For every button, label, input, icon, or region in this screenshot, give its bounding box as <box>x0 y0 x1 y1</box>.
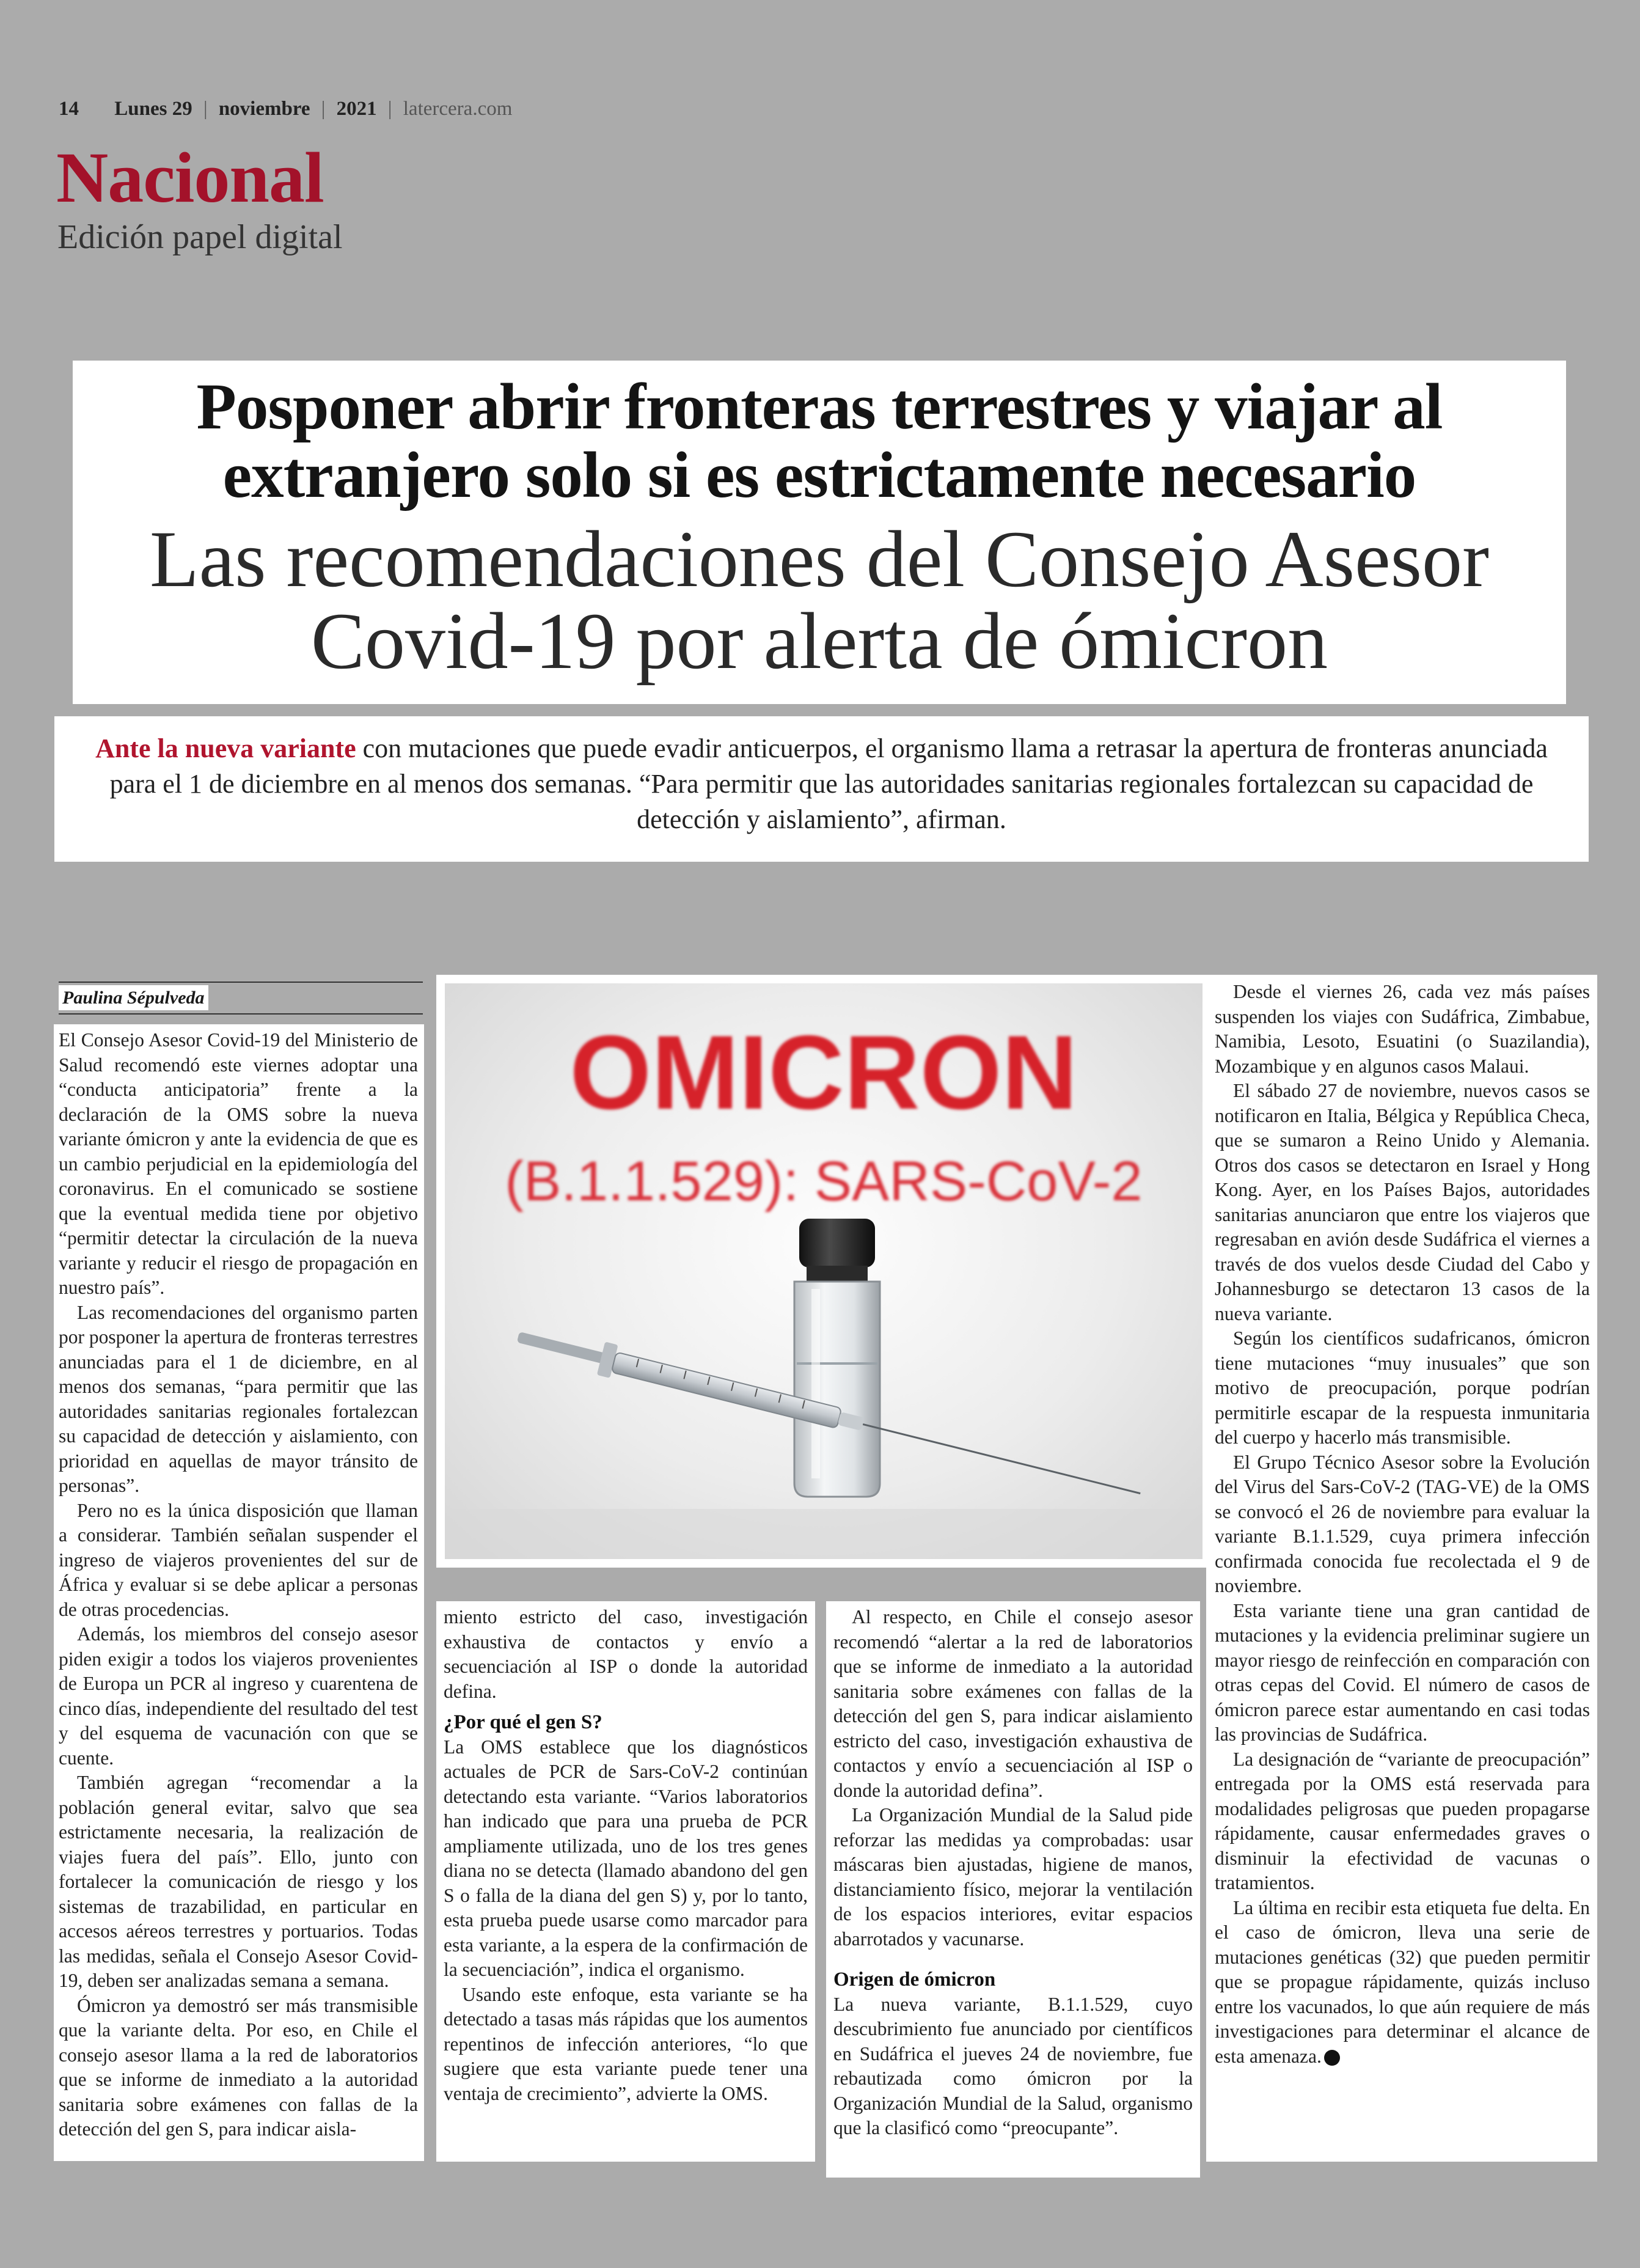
paragraph: También agregan “recomendar a la población general evitar, salvo que sea estrictamente necesaria, la realización de viajes fuera del país”. Ello, junto con fortalecer la comunicación de riesgo y los sistemas de trazabilidad, en particular en accesos aéreos terrestres y portuarios. Todas las medidas, señala el Consejo Asesor Covid-19, deben ser analizadas semana a semana. <box>59 1772 418 1991</box>
column-1 <box>54 1024 424 2161</box>
subheading: Origen de ómicron <box>833 1969 996 1991</box>
column-3 <box>826 1601 1200 2178</box>
paragraph: El Consejo Asesor Covid-19 del Ministerio de Salud recomendó este viernes adoptar una “conducta anticipatoria” frente a la declaración de la OMS sobre la nueva variante ómicron y ante la evidencia de que es un cambio perjudicial en la epidemiología del coronavirus. En el comunicado se sostiene que la eventual medida tiene por objetivo “permitir detectar la circulación de la nueva variante y reducir el riesgo de propagación en nuestro país”. <box>59 1029 418 1298</box>
lede-text: con mutaciones que puede evadir anticuerpos, el organismo llama a retrasar la apertura de fronteras anunciada para el 1 de diciembre en al menos dos semanas. “Para permitir que las autoridades sanitarias regionales fortalezcan su capacidad de detección y aislamiento”, afirman. <box>109 733 1548 834</box>
lede-kicker: Ante la nueva variante <box>95 733 356 763</box>
section-title: Nacional <box>56 138 324 218</box>
column-2 <box>436 1601 815 2162</box>
date-month: noviembre <box>218 98 310 120</box>
site-link[interactable]: latercera.com <box>403 98 513 120</box>
paragraph <box>1215 1896 1590 2069</box>
page-number: 14 <box>59 98 79 120</box>
photo-word: OMICRON <box>569 1014 1078 1131</box>
date-day: Lunes 29 <box>114 98 192 120</box>
end-mark-icon <box>1324 2050 1340 2066</box>
paragraph: Además, los miembros del consejo asesor piden exigir a todos los viajeros provenientes de Europa un PCR al ingreso y cuarentena de cinco días, independiente del resultado del test y del esquema de vacunación con que se cuente. <box>59 1623 418 1769</box>
headline-box <box>73 361 1566 704</box>
paragraph: Ómicron ya demostró ser más transmisible que la variante delta. Por eso, en Chile el consejo asesor llama a la red de laboratorios que se informe de inmediato a la autoridad sanitaria sobre exámenes con fallas de la detección del gen S, para indicar aisla- <box>59 1994 418 2140</box>
paragraph: La nueva variante, B.1.1.529, cuyo descubrimiento fue anunciado por científicos en Sudáfrica el jueves 24 de noviembre, fue rebautizada como ómicron por la Organización Mundial de la Salud, organismo que la clasificó como “preocupante”. <box>833 1993 1193 2138</box>
paragraph: Pero no es la única disposición que llaman a considerar. También señalan suspender el ingreso de viajeros provenientes del sur de África y evaluar si se debe aplicar a personas de otras procedencias. <box>59 1499 418 1620</box>
paragraph: El sábado 27 de noviembre, nuevos casos se notificaron en Italia, Bélgica y República Checa, que se sumaron a Reino Unido y Alemania. Otros dos casos se detectaron en Israel y Hong Kong. Ayer, en los Países Bajos, autoridades sanitarias anunciaron que entre los viajeros que regresaban en avión desde Sudáfrica el viernes a través de dos vuelos desde Ciudad del Cabo y Johannesburgo se detectaron 13 casos de la nueva variante. <box>1215 1080 1591 1324</box>
byline <box>59 982 423 1015</box>
lede <box>54 716 1589 862</box>
column-4 <box>1206 975 1597 2162</box>
paragraph-text: La última en recibir esta etiqueta fue delta. En el caso de ómicron, lleva una serie de mutaciones genéticas (32) que pueden permitir que se propague rápidamente, quizás incluso entre los vacunados, lo que aún requiere de más investigaciones para determinar el alcance de esta amenaza. <box>1215 1896 1590 2067</box>
paragraph: La designación de “variante de preocupación” entregada por la OMS está reservada para modalidades peligrosas que pueden propagarse rápidamente, causar enfermedades graves o disminuir la efectividad de vacunas o tratamientos. <box>1215 1748 1590 1893</box>
paragraph: Desde el viernes 26, cada vez más países suspenden los viajes con Sudáfrica, Zimbabue, Namibia, Lesoto, Esuatini (o Suazilandia), Mozambique y en algunos casos Malaui. <box>1215 981 1590 1077</box>
paragraph: Al respecto, en Chile el consejo asesor recomendó “alertar a la red de laboratorios que se informe de inmediato a la autoridad sanitaria sobre exámenes con fallas de la detección del gen S, para indicar aislamiento estricto del caso, investigación exhaustiva de contactos y envío a secuenciación al ISP o donde la autoridad defina”. <box>833 1606 1193 1801</box>
subheading: ¿Por qué el gen S? <box>444 1711 602 1733</box>
paragraph: Esta variante tiene una gran cantidad de mutaciones y la evidencia preliminar sugiere un mayor riesgo de reinfección en comparación con otras cepas del Covid. El número de casos de ómicron parece estar aumentando en casi todas las provincias de Sudáfrica. <box>1215 1599 1590 1745</box>
omicron-vaccine-image <box>445 983 1203 1559</box>
vial-icon <box>794 1219 880 1497</box>
paragraph: El Grupo Técnico Asesor sobre la Evolución del Virus del Sars-CoV-2 (TAG-VE) de la OMS se convocó el 26 de noviembre para evaluar la variante B.1.1.529, cuya primera infección confirmada conocida fue recolectada el 9 de noviembre. <box>1215 1451 1590 1596</box>
paragraph: miento estricto del caso, investigación exhaustiva de contactos y envío a secuenciación al ISP o donde la autoridad defina. <box>444 1606 808 1702</box>
paragraph: Usando este enfoque, esta variante se ha detectado a tasas más rápidas que los aumentos repentinos de infección anteriores, “lo que sugiere que esta variante puede tener una ventaja de crecimiento”, advierte la OMS. <box>444 1983 808 2104</box>
byline-author: Paulina Sépulveda <box>59 985 208 1010</box>
paragraph: Las recomendaciones del organismo parten por posponer la apertura de fronteras terrestres anunciadas para el 1 de diciembre, en al menos dos semanas, “para permitir que las autoridades sanitarias regionales fortalezcan su capacidad de detección y aislamiento, con prioridad en aquellas de mayor tránsito de personas”. <box>59 1301 418 1496</box>
date-year: 2021 <box>336 98 377 120</box>
article-photo <box>436 975 1211 1568</box>
page-header: 14 Lunes 29 | noviembre | 2021 | latercera.com <box>59 98 513 120</box>
headline: Posponer abrir fronteras terrestres y viajar al extranjero solo si es estrictamente necesario <box>196 371 1443 512</box>
paragraph: La Organización Mundial de la Salud pide reforzar las medidas ya comprobadas: usar máscaras bien ajustadas, higiene de manos, distanciamiento físico, mejorar la ventilación de los espacios interiores, evitar espacios abarrotados y vacunarse. <box>833 1804 1193 1950</box>
dek: Las recomendaciones del Consejo Asesor Covid-19 por alerta de ómicron <box>149 514 1490 686</box>
section-subtitle: Edición papel digital <box>57 218 343 256</box>
photo-illustration <box>445 983 1203 1559</box>
photo-subtitle: (B.1.1.529): SARS-CoV-2 <box>505 1150 1143 1213</box>
paragraph: La OMS establece que los diagnósticos actuales de PCR de Sars-CoV-2 continúan detectando esta variante. “Varios laboratorios han indicado que para una prueba de PCR ampliamente utilizada, uno de los tres genes diana no se detecta (llamado abandono del gen S o falla de la diana del gen S) y, por lo tanto, esta prueba puede usarse como marcador para esta variante, a la espera de la confirmación de la secuenciación”, indica el organismo. <box>444 1736 808 1980</box>
paragraph: Según los científicos sudafricanos, ómicron tiene mutaciones “muy inusuales” que son motivo de preocupación, porque podrían permitirle escapar de la respuesta inmunitaria del cuerpo y hacerlo más transmisible. <box>1215 1327 1590 1448</box>
